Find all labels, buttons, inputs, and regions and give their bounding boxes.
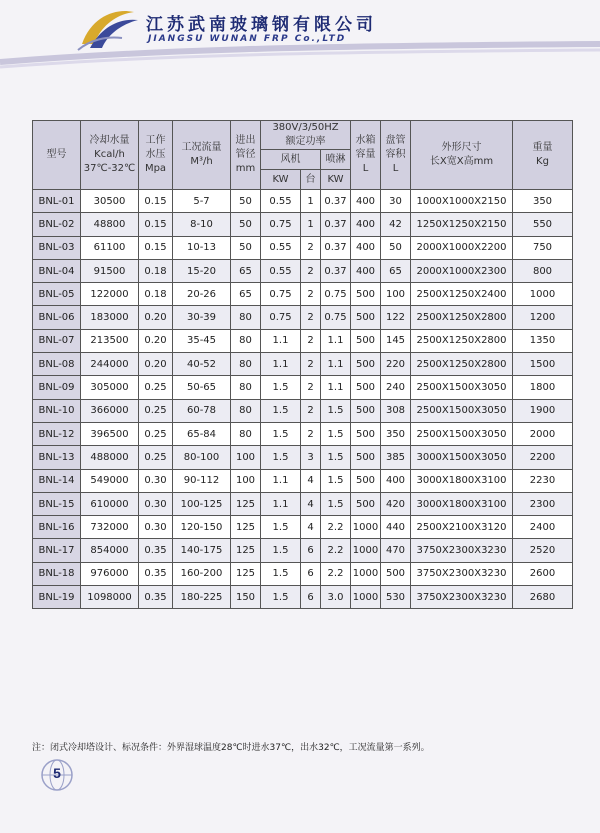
cell-fan-kw: 0.55	[261, 259, 301, 282]
cell-spray-kw: 0.37	[321, 259, 351, 282]
cell-spray-kw: 0.37	[321, 213, 351, 236]
cell-fan-kw: 1.5	[261, 376, 301, 399]
cell-work-pressure: 0.18	[139, 259, 173, 282]
cell-dims: 1000X1000X2150	[411, 190, 513, 213]
cell-coil: 400	[381, 469, 411, 492]
cell-weight: 1800	[513, 376, 573, 399]
header-fan-kw: KW	[261, 170, 301, 190]
cell-model: BNL-04	[33, 259, 81, 282]
cell-work-pressure: 0.35	[139, 586, 173, 609]
cell-weight: 750	[513, 236, 573, 259]
table-row	[33, 422, 573, 445]
cell-fan-count: 2	[301, 236, 321, 259]
cell-pipe: 80	[231, 399, 261, 422]
cell-dims: 2500X1250X2800	[411, 306, 513, 329]
cell-work-pressure: 0.35	[139, 539, 173, 562]
cell-work-pressure: 0.20	[139, 353, 173, 376]
cell-pipe: 100	[231, 469, 261, 492]
cell-cooling-water: 213500	[81, 329, 139, 352]
cell-dims: 2500X1500X3050	[411, 376, 513, 399]
cell-fan-kw: 0.75	[261, 306, 301, 329]
cell-model: BNL-15	[33, 492, 81, 515]
header-spray: 喷淋	[321, 150, 351, 170]
cell-model: BNL-17	[33, 539, 81, 562]
cell-model: BNL-14	[33, 469, 81, 492]
cell-pipe: 50	[231, 190, 261, 213]
cell-spray-kw: 1.5	[321, 399, 351, 422]
cell-weight: 2520	[513, 539, 573, 562]
cell-tank: 400	[351, 236, 381, 259]
cell-flow: 100-125	[173, 492, 231, 515]
cell-dims: 2500X1500X3050	[411, 399, 513, 422]
table-row	[33, 259, 573, 282]
cell-work-pressure: 0.25	[139, 376, 173, 399]
cell-tank: 500	[351, 353, 381, 376]
cell-tank: 1000	[351, 562, 381, 585]
cell-dims: 2500X1250X2400	[411, 283, 513, 306]
cell-spray-kw: 2.2	[321, 516, 351, 539]
cell-coil: 30	[381, 190, 411, 213]
table-row	[33, 213, 573, 236]
cell-fan-count: 2	[301, 259, 321, 282]
cell-weight: 350	[513, 190, 573, 213]
cell-cooling-water: 244000	[81, 353, 139, 376]
cell-work-pressure: 0.18	[139, 283, 173, 306]
cell-tank: 500	[351, 492, 381, 515]
cell-fan-kw: 0.75	[261, 283, 301, 306]
cell-work-pressure: 0.30	[139, 469, 173, 492]
cell-pipe: 125	[231, 516, 261, 539]
cell-work-pressure: 0.20	[139, 329, 173, 352]
cell-tank: 500	[351, 376, 381, 399]
cell-fan-count: 6	[301, 539, 321, 562]
cell-spray-kw: 2.2	[321, 562, 351, 585]
cell-fan-kw: 0.75	[261, 213, 301, 236]
header-spray-kw: KW	[321, 170, 351, 190]
cell-work-pressure: 0.25	[139, 399, 173, 422]
cell-fan-count: 4	[301, 469, 321, 492]
cell-coil: 350	[381, 422, 411, 445]
cell-coil: 440	[381, 516, 411, 539]
header-tank: 水箱 容量 L	[351, 121, 381, 190]
cell-dims: 2000X1000X2200	[411, 236, 513, 259]
cell-coil: 385	[381, 446, 411, 469]
cell-flow: 5-7	[173, 190, 231, 213]
cell-flow: 180-225	[173, 586, 231, 609]
table-row	[33, 492, 573, 515]
cell-fan-kw: 0.55	[261, 190, 301, 213]
cell-fan-count: 3	[301, 446, 321, 469]
cell-weight: 2000	[513, 422, 573, 445]
table-row	[33, 376, 573, 399]
cell-tank: 1000	[351, 586, 381, 609]
header-work-pressure: 工作 水压 Mpa	[139, 121, 173, 190]
cell-work-pressure: 0.35	[139, 562, 173, 585]
page-header	[0, 0, 600, 70]
cell-fan-count: 2	[301, 353, 321, 376]
header-dims: 外形尺寸 长X宽X高mm	[411, 121, 513, 190]
cell-flow: 65-84	[173, 422, 231, 445]
cell-coil: 308	[381, 399, 411, 422]
cell-flow: 30-39	[173, 306, 231, 329]
cell-pipe: 65	[231, 259, 261, 282]
cell-fan-kw: 1.1	[261, 469, 301, 492]
cell-cooling-water: 91500	[81, 259, 139, 282]
cell-coil: 530	[381, 586, 411, 609]
cell-spray-kw: 1.5	[321, 469, 351, 492]
cell-flow: 40-52	[173, 353, 231, 376]
cell-fan-kw: 0.55	[261, 236, 301, 259]
table-row	[33, 399, 573, 422]
table-row	[33, 539, 573, 562]
cell-tank: 400	[351, 190, 381, 213]
cell-cooling-water: 854000	[81, 539, 139, 562]
cell-weight: 550	[513, 213, 573, 236]
cell-flow: 8-10	[173, 213, 231, 236]
cell-model: BNL-05	[33, 283, 81, 306]
cell-coil: 42	[381, 213, 411, 236]
cell-weight: 1500	[513, 353, 573, 376]
cell-model: BNL-09	[33, 376, 81, 399]
header-cooling-water: 冷却水量 Kcal/h 37℃-32℃	[81, 121, 139, 190]
cell-spray-kw: 1.5	[321, 446, 351, 469]
cell-work-pressure: 0.20	[139, 306, 173, 329]
cell-pipe: 80	[231, 306, 261, 329]
cell-weight: 2230	[513, 469, 573, 492]
cell-tank: 500	[351, 399, 381, 422]
cell-work-pressure: 0.15	[139, 190, 173, 213]
cell-weight: 1350	[513, 329, 573, 352]
cell-model: BNL-19	[33, 586, 81, 609]
cell-tank: 400	[351, 259, 381, 282]
cell-weight: 1000	[513, 283, 573, 306]
cell-cooling-water: 549000	[81, 469, 139, 492]
cell-cooling-water: 976000	[81, 562, 139, 585]
cell-fan-count: 6	[301, 586, 321, 609]
cell-coil: 420	[381, 492, 411, 515]
cell-tank: 500	[351, 306, 381, 329]
company-name-en: JIANGSU WUNAN FRP Co.,LTD	[148, 34, 347, 44]
cell-coil: 500	[381, 562, 411, 585]
header-flow: 工况流量 M³/h	[173, 121, 231, 190]
header-coil: 盘管 容积 L	[381, 121, 411, 190]
cell-work-pressure: 0.15	[139, 213, 173, 236]
cell-pipe: 100	[231, 446, 261, 469]
cell-flow: 35-45	[173, 329, 231, 352]
cell-dims: 2500X1250X2800	[411, 329, 513, 352]
cell-fan-kw: 1.1	[261, 353, 301, 376]
cell-tank: 500	[351, 283, 381, 306]
cell-spray-kw: 0.37	[321, 190, 351, 213]
cell-coil: 470	[381, 539, 411, 562]
cell-work-pressure: 0.30	[139, 492, 173, 515]
cell-fan-count: 1	[301, 190, 321, 213]
header-weight: 重量 Kg	[513, 121, 573, 190]
cell-cooling-water: 305000	[81, 376, 139, 399]
cell-flow: 15-20	[173, 259, 231, 282]
cell-dims: 3750X2300X3230	[411, 562, 513, 585]
table-row	[33, 562, 573, 585]
cell-model: BNL-16	[33, 516, 81, 539]
table-row	[33, 306, 573, 329]
cell-flow: 140-175	[173, 539, 231, 562]
cell-spray-kw: 0.75	[321, 283, 351, 306]
cell-dims: 3750X2300X3230	[411, 539, 513, 562]
cell-pipe: 125	[231, 539, 261, 562]
company-logo-icon	[72, 4, 144, 54]
table-row	[33, 329, 573, 352]
cell-fan-count: 4	[301, 492, 321, 515]
cell-cooling-water: 61100	[81, 236, 139, 259]
cell-coil: 50	[381, 236, 411, 259]
table-row	[33, 283, 573, 306]
cell-model: BNL-03	[33, 236, 81, 259]
cell-weight: 2400	[513, 516, 573, 539]
cell-model: BNL-02	[33, 213, 81, 236]
cell-coil: 240	[381, 376, 411, 399]
company-name-cn: 江苏武南玻璃钢有限公司	[146, 15, 377, 35]
cell-weight: 2300	[513, 492, 573, 515]
cell-flow: 60-78	[173, 399, 231, 422]
cell-dims: 2500X2100X3120	[411, 516, 513, 539]
cell-pipe: 80	[231, 376, 261, 399]
cell-cooling-water: 366000	[81, 399, 139, 422]
cell-pipe: 80	[231, 329, 261, 352]
cell-flow: 90-112	[173, 469, 231, 492]
cell-fan-count: 2	[301, 399, 321, 422]
cell-pipe: 125	[231, 562, 261, 585]
cell-coil: 100	[381, 283, 411, 306]
cell-flow: 80-100	[173, 446, 231, 469]
cell-weight: 2200	[513, 446, 573, 469]
cell-coil: 145	[381, 329, 411, 352]
cell-tank: 400	[351, 213, 381, 236]
cell-cooling-water: 396500	[81, 422, 139, 445]
cell-fan-count: 4	[301, 516, 321, 539]
cell-pipe: 50	[231, 213, 261, 236]
cell-spray-kw: 1.5	[321, 492, 351, 515]
cell-fan-count: 2	[301, 306, 321, 329]
cell-fan-count: 6	[301, 562, 321, 585]
cell-spray-kw: 1.5	[321, 422, 351, 445]
cell-fan-count: 2	[301, 329, 321, 352]
cell-flow: 10-13	[173, 236, 231, 259]
cell-cooling-water: 183000	[81, 306, 139, 329]
cell-fan-kw: 1.5	[261, 586, 301, 609]
cell-fan-count: 2	[301, 422, 321, 445]
footnote: 注：闭式冷却塔设计、标况条件：外界湿球温度28℃时进水37℃，出水32℃，工况流量第一系列。	[32, 743, 430, 753]
cell-cooling-water: 30500	[81, 190, 139, 213]
cell-cooling-water: 48800	[81, 213, 139, 236]
cell-dims: 2000X1000X2300	[411, 259, 513, 282]
cell-dims: 1250X1250X2150	[411, 213, 513, 236]
cell-fan-count: 1	[301, 213, 321, 236]
cell-fan-count: 2	[301, 283, 321, 306]
cell-dims: 3000X1800X3100	[411, 492, 513, 515]
cell-cooling-water: 488000	[81, 446, 139, 469]
cell-weight: 1900	[513, 399, 573, 422]
spec-table-body	[33, 190, 573, 609]
cell-fan-kw: 1.5	[261, 516, 301, 539]
cell-weight: 800	[513, 259, 573, 282]
cell-pipe: 80	[231, 353, 261, 376]
table-row	[33, 516, 573, 539]
page-number: 5	[53, 765, 61, 781]
cell-work-pressure: 0.30	[139, 516, 173, 539]
cell-tank: 500	[351, 469, 381, 492]
cell-cooling-water: 610000	[81, 492, 139, 515]
table-row	[33, 190, 573, 213]
cell-dims: 3750X2300X3230	[411, 586, 513, 609]
cell-tank: 500	[351, 422, 381, 445]
cell-model: BNL-01	[33, 190, 81, 213]
cell-dims: 3000X1500X3050	[411, 446, 513, 469]
table-row	[33, 586, 573, 609]
cell-flow: 120-150	[173, 516, 231, 539]
cell-fan-kw: 1.5	[261, 446, 301, 469]
cell-fan-kw: 1.5	[261, 539, 301, 562]
cell-fan-kw: 1.5	[261, 562, 301, 585]
header-pipe: 进出 管径 mm	[231, 121, 261, 190]
cell-weight: 2680	[513, 586, 573, 609]
cell-work-pressure: 0.25	[139, 422, 173, 445]
cell-flow: 50-65	[173, 376, 231, 399]
cell-model: BNL-12	[33, 422, 81, 445]
cell-model: BNL-06	[33, 306, 81, 329]
cell-pipe: 50	[231, 236, 261, 259]
cell-coil: 122	[381, 306, 411, 329]
cell-spray-kw: 0.75	[321, 306, 351, 329]
cell-work-pressure: 0.15	[139, 236, 173, 259]
cell-model: BNL-13	[33, 446, 81, 469]
cell-weight: 1200	[513, 306, 573, 329]
header-model: 型号	[33, 121, 81, 190]
cell-tank: 1000	[351, 539, 381, 562]
cell-model: BNL-10	[33, 399, 81, 422]
cell-tank: 500	[351, 446, 381, 469]
cell-model: BNL-08	[33, 353, 81, 376]
cell-spray-kw: 0.37	[321, 236, 351, 259]
cell-spray-kw: 2.2	[321, 539, 351, 562]
cell-dims: 3000X1800X3100	[411, 469, 513, 492]
table-row	[33, 353, 573, 376]
cell-pipe: 150	[231, 586, 261, 609]
cell-spray-kw: 3.0	[321, 586, 351, 609]
cell-model: BNL-18	[33, 562, 81, 585]
cell-spray-kw: 1.1	[321, 376, 351, 399]
cell-cooling-water: 732000	[81, 516, 139, 539]
cell-work-pressure: 0.25	[139, 446, 173, 469]
cell-tank: 1000	[351, 516, 381, 539]
cell-fan-kw: 1.1	[261, 329, 301, 352]
cell-pipe: 65	[231, 283, 261, 306]
cell-pipe: 125	[231, 492, 261, 515]
cell-dims: 2500X1500X3050	[411, 422, 513, 445]
cell-spray-kw: 1.1	[321, 329, 351, 352]
table-row	[33, 469, 573, 492]
cell-fan-kw: 1.5	[261, 422, 301, 445]
cell-cooling-water: 1098000	[81, 586, 139, 609]
cell-pipe: 80	[231, 422, 261, 445]
cell-fan-count: 2	[301, 376, 321, 399]
header-power-spec: 380V/3/50HZ 额定功率	[261, 121, 351, 150]
cell-fan-kw: 1.5	[261, 399, 301, 422]
header-fan-count: 台	[301, 170, 321, 190]
header-fan: 风机	[261, 150, 321, 170]
cell-flow: 160-200	[173, 562, 231, 585]
spec-table	[32, 120, 573, 609]
table-row	[33, 236, 573, 259]
cell-dims: 2500X1250X2800	[411, 353, 513, 376]
cell-weight: 2600	[513, 562, 573, 585]
cell-fan-kw: 1.1	[261, 492, 301, 515]
cell-coil: 220	[381, 353, 411, 376]
cell-tank: 500	[351, 329, 381, 352]
table-row	[33, 446, 573, 469]
cell-coil: 65	[381, 259, 411, 282]
cell-cooling-water: 122000	[81, 283, 139, 306]
cell-flow: 20-26	[173, 283, 231, 306]
cell-model: BNL-07	[33, 329, 81, 352]
cell-spray-kw: 1.1	[321, 353, 351, 376]
